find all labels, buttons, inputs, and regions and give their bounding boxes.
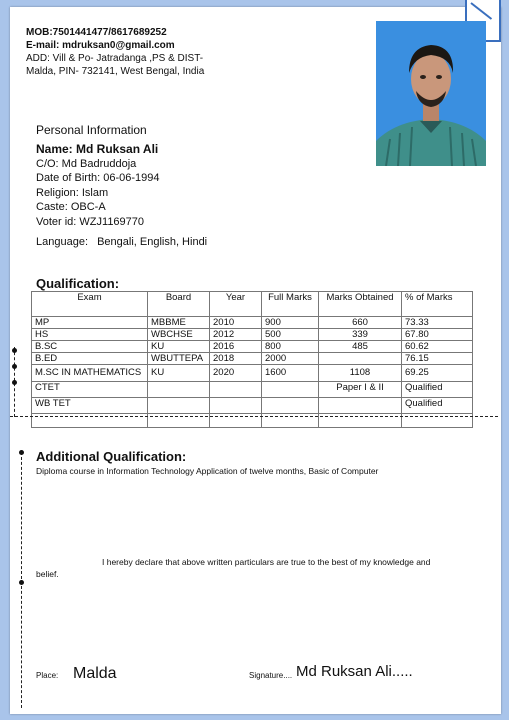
care-of: C/O: Md Badruddoja [36, 157, 137, 170]
mobile-number: MOB:7501441477/8617689252 [26, 27, 167, 38]
cell-board [148, 398, 210, 414]
table-row [32, 329, 473, 341]
cell-full-marks [262, 398, 319, 414]
table-row [32, 398, 473, 414]
cell-full-marks [262, 382, 319, 398]
cell-year: 2018 [210, 353, 262, 365]
contact-block [26, 26, 204, 78]
cell-exam: CTET [32, 382, 148, 398]
guide-handle [19, 580, 24, 585]
table-row [32, 317, 473, 329]
qualification-table [31, 291, 473, 428]
language-label: Language: [36, 236, 88, 248]
language-value: Bengali, English, Hindi [97, 236, 208, 248]
cell-percent: 73.33 [402, 317, 473, 329]
cell-percent: Qualified [402, 382, 473, 398]
cell-full-marks: 900 [262, 317, 319, 329]
cell-board: WBUTTEPA [148, 353, 210, 365]
cell-exam: M.SC IN MATHEMATICS [32, 365, 148, 382]
date-of-birth: Date of Birth: 06-06-1994 [36, 172, 160, 184]
guide-handle [19, 450, 24, 455]
cell-marks-obtained: 339 [319, 329, 402, 341]
cell-year [210, 382, 262, 398]
additional-qualification-heading: Additional Qualification: [36, 449, 187, 464]
table-header-row [32, 292, 473, 317]
cell-marks-obtained [319, 353, 402, 365]
address-line-2: Malda, PIN- 732141, West Bengal, India [26, 66, 205, 77]
cell-exam: MP [32, 317, 148, 329]
cell-year: 2010 [210, 317, 262, 329]
address-line-1: ADD: Vill & Po- Jatradanga ,PS & DIST- [26, 53, 204, 64]
personal-info-heading: Personal Information [36, 123, 147, 137]
cell-marks-obtained: Paper I & II [319, 382, 402, 398]
cell-full-marks: 500 [262, 329, 319, 341]
cell-year: 2020 [210, 365, 262, 382]
person-portrait-icon [376, 21, 486, 166]
cell-board: MBBME [148, 317, 210, 329]
dashed-guide-horizontal [10, 416, 498, 417]
cell-full-marks: 800 [262, 341, 319, 353]
voter-id: Voter id: WZJ1169770 [36, 215, 145, 228]
cell-board: WBCHSE [148, 329, 210, 341]
cell-board: KU [148, 341, 210, 353]
personal-info-block [36, 142, 160, 229]
profile-photo [376, 21, 486, 166]
cell-marks-obtained: 1108 [319, 365, 402, 382]
cell-percent: 76.15 [402, 353, 473, 365]
col-year: Year [210, 292, 262, 317]
guide-handle [12, 348, 17, 353]
cell-year [210, 398, 262, 414]
cell-exam: WB TET [32, 398, 148, 414]
cell-exam: B.SC [32, 341, 148, 353]
cell-marks-obtained [319, 398, 402, 414]
table-row [32, 382, 473, 398]
additional-qualification-text: Diploma course in Information Technology Application of twelve months, Basic of Computer [36, 466, 379, 476]
table-row [32, 353, 473, 365]
cell-marks-obtained: 485 [319, 341, 402, 353]
cell-year: 2012 [210, 329, 262, 341]
candidate-name: Name: Md Ruksan Ali [36, 142, 159, 156]
languages-line [36, 236, 207, 248]
cell-exam: B.ED [32, 353, 148, 365]
cell-percent: 69.25 [402, 365, 473, 382]
signature-label: Signature.... [249, 671, 293, 680]
col-percent: % of Marks [402, 292, 473, 317]
col-full-marks: Full Marks [262, 292, 319, 317]
cell-percent: 60.62 [402, 341, 473, 353]
email-address: E-mail: mdruksan0@gmail.com [26, 40, 175, 51]
cell-board [148, 382, 210, 398]
guide-handle [12, 380, 17, 385]
col-exam: Exam [32, 292, 148, 317]
declaration-line-1: I hereby declare that above written particulars are true to the best of my knowledge and [102, 557, 431, 567]
cell-full-marks: 2000 [262, 353, 319, 365]
table-row [32, 341, 473, 353]
cell-full-marks: 1600 [262, 365, 319, 382]
religion: Religion: Islam [36, 186, 109, 199]
table-row [32, 365, 473, 382]
signature-value: Md Ruksan Ali..... [296, 663, 413, 680]
cell-percent: Qualified [402, 398, 473, 414]
cell-marks-obtained: 660 [319, 317, 402, 329]
qualification-heading: Qualification: [36, 276, 120, 291]
cell-exam: HS [32, 329, 148, 341]
cell-percent: 67.80 [402, 329, 473, 341]
declaration-line-2: belief. [36, 569, 59, 579]
place-label: Place: [36, 671, 59, 680]
caste: Caste: OBC-A [36, 201, 106, 213]
place-value: Malda [73, 665, 117, 682]
col-marks-obtained: Marks Obtained [319, 292, 402, 317]
guide-handle [12, 364, 17, 369]
cell-year: 2016 [210, 341, 262, 353]
col-board: Board [148, 292, 210, 317]
cell-board: KU [148, 365, 210, 382]
